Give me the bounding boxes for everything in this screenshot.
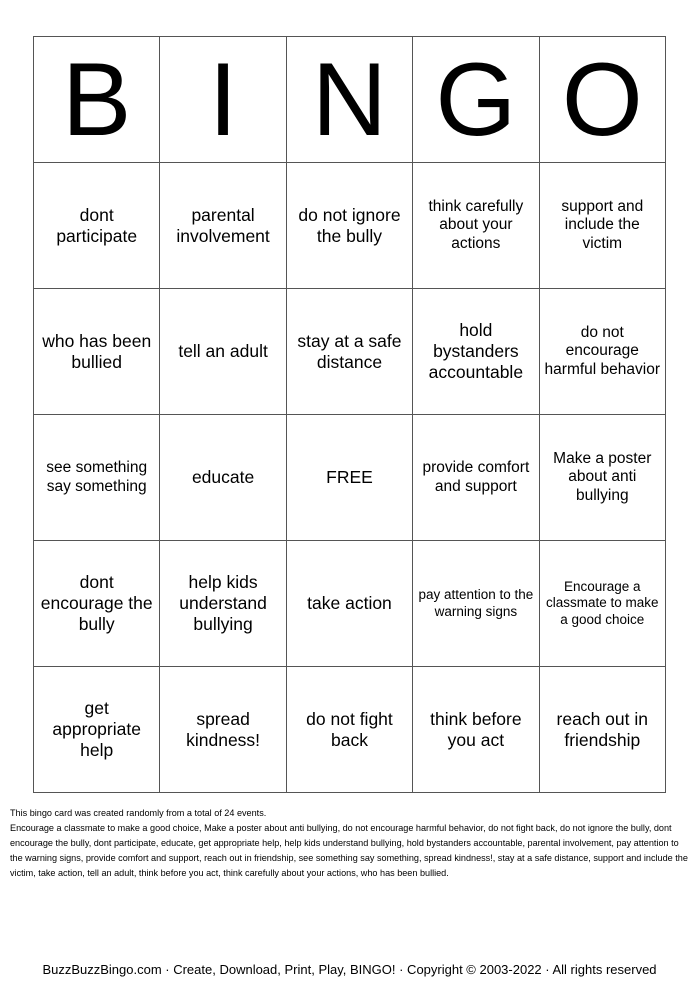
- copyright-footer: BuzzBuzzBingo.com · Create, Download, Print, Play, BINGO! · Copyright © 2003-2022 · All rights reserved: [42, 962, 657, 977]
- bingo-cell: tell an adult: [160, 289, 286, 415]
- bingo-cell: reach out in friendship: [539, 667, 665, 793]
- bingo-cell: hold bystanders accountable: [413, 289, 539, 415]
- bingo-card: [33, 36, 666, 796]
- bingo-cell: provide comfort and support: [413, 415, 539, 541]
- bingo-grid: [33, 36, 666, 793]
- bingo-cell: stay at a safe distance: [286, 289, 412, 415]
- bingo-cell: who has been bullied: [34, 289, 160, 415]
- bingo-row: [34, 163, 666, 289]
- bingo-cell: pay attention to the warning signs: [413, 541, 539, 667]
- footnote-events: Encourage a classmate to make a good choice, Make a poster about anti bullying, do not encourage harmful behavior, do not fight back, do not ignore the bully, dont encourage the bully, dont participate, educate, get appropriate help, help kids understand bullying, hold bystanders accountable, parental involvement, pay attention to the warning signs, provide comfort and support, reach out in friendship, see something say something, spread kindness!, stay at a safe distance, support and include the victim, take action, tell an adult, think before you act, think carefully about your actions, who has been bullied.: [10, 823, 688, 878]
- bingo-row: [34, 541, 666, 667]
- header-letter-n: N: [286, 37, 412, 163]
- bingo-cell: spread kindness!: [160, 667, 286, 793]
- bingo-cell: help kids understand bullying: [160, 541, 286, 667]
- bingo-cell: dont encourage the bully: [34, 541, 160, 667]
- event-list-footnote: [10, 806, 690, 881]
- header-letter-b: B: [34, 37, 160, 163]
- bingo-header-row: [34, 37, 666, 163]
- bingo-cell: take action: [286, 541, 412, 667]
- header-letter-i: I: [160, 37, 286, 163]
- bingo-cell: think carefully about your actions: [413, 163, 539, 289]
- bingo-cell: do not ignore the bully: [286, 163, 412, 289]
- bingo-cell: Make a poster about anti bullying: [539, 415, 665, 541]
- footnote-intro: This bingo card was created randomly from a total of 24 events.: [10, 808, 267, 818]
- bingo-cell: see something say something: [34, 415, 160, 541]
- bingo-cell: dont participate: [34, 163, 160, 289]
- bingo-row: [34, 289, 666, 415]
- bingo-cell: do not fight back: [286, 667, 412, 793]
- bingo-row: [34, 415, 666, 541]
- bingo-cell: support and include the victim: [539, 163, 665, 289]
- bingo-cell: do not encourage harmful behavior: [539, 289, 665, 415]
- bingo-cell: parental involvement: [160, 163, 286, 289]
- bingo-cell: educate: [160, 415, 286, 541]
- free-space-cell: FREE: [286, 415, 412, 541]
- bingo-cell: think before you act: [413, 667, 539, 793]
- header-letter-o: O: [539, 37, 665, 163]
- bingo-cell: get appropriate help: [34, 667, 160, 793]
- bingo-row: [34, 667, 666, 793]
- header-letter-g: G: [413, 37, 539, 163]
- bingo-cell: Encourage a classmate to make a good choice: [539, 541, 665, 667]
